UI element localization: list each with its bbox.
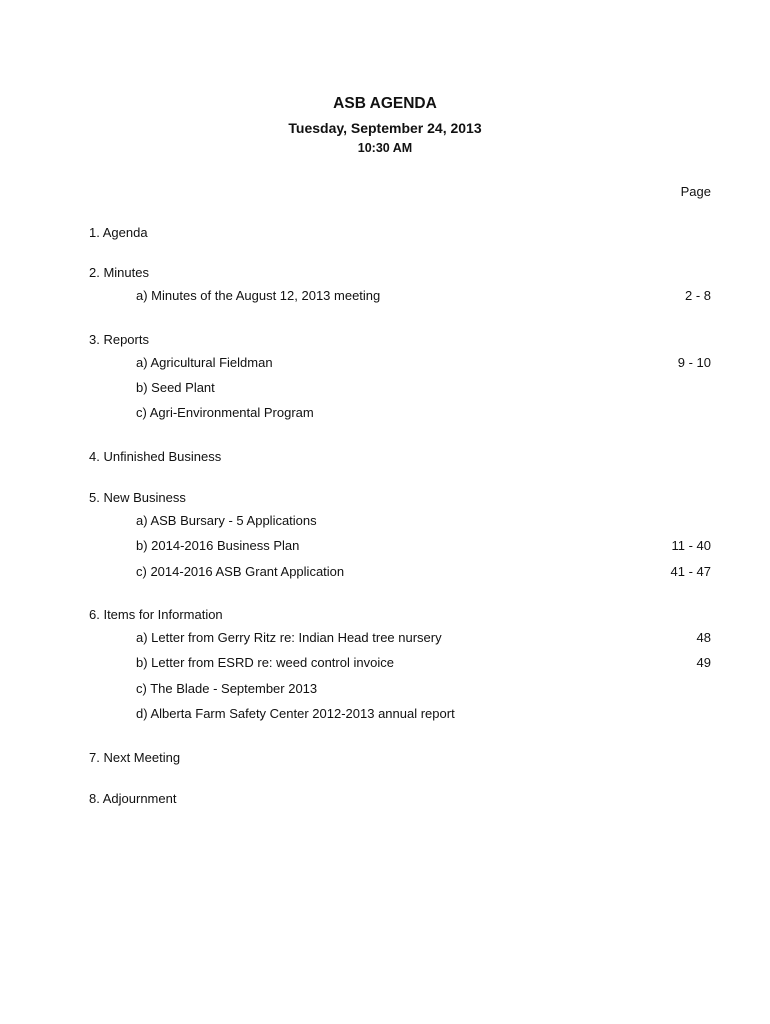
meeting-date: Tuesday, September 24, 2013 xyxy=(288,120,482,136)
agenda-item: a) Letter from Gerry Ritz re: Indian Head tree nursery xyxy=(136,630,442,645)
section-items-for-information: 6. Items for Information xyxy=(89,607,223,622)
agenda-item: a) Agricultural Fieldman xyxy=(136,355,273,370)
agenda-item: c) 2014-2016 ASB Grant Application xyxy=(136,564,345,579)
agenda-item: b) Seed Plant xyxy=(136,380,215,395)
section-unfinished-business: 4. Unfinished Business xyxy=(89,449,222,464)
section-adjournment: 8. Adjournment xyxy=(89,791,177,806)
page-reference: 2 - 8 xyxy=(684,288,711,303)
agenda-item: b) 2014-2016 Business Plan xyxy=(136,538,300,553)
agenda-item: c) Agri-Environmental Program xyxy=(136,405,314,420)
section-next-meeting: 7. Next Meeting xyxy=(89,750,181,765)
page-reference: 9 - 10 xyxy=(677,355,711,370)
agenda-item: c) The Blade - September 2013 xyxy=(136,681,318,696)
meeting-time: 10:30 AM xyxy=(357,141,413,155)
section-new-business: 5. New Business xyxy=(89,490,186,505)
document-title: ASB AGENDA xyxy=(333,95,437,112)
page-reference: 48 xyxy=(696,630,711,645)
agenda-item: b) Letter from ESRD re: weed control invoice xyxy=(136,655,394,670)
page-column-header: Page xyxy=(680,184,711,199)
agenda-item: a) Minutes of the August 12, 2013 meeting xyxy=(136,288,381,303)
page-reference: 11 - 40 xyxy=(671,538,711,553)
page-reference: 41 - 47 xyxy=(670,564,711,579)
section-agenda: 1. Agenda xyxy=(89,225,148,240)
section-reports: 3. Reports xyxy=(89,332,149,347)
page-reference: 49 xyxy=(696,655,711,670)
agenda-item: a) ASB Bursary - 5 Applications xyxy=(136,513,317,528)
agenda-item: d) Alberta Farm Safety Center 2012-2013 annual report xyxy=(136,706,455,721)
section-minutes: 2. Minutes xyxy=(89,265,149,280)
